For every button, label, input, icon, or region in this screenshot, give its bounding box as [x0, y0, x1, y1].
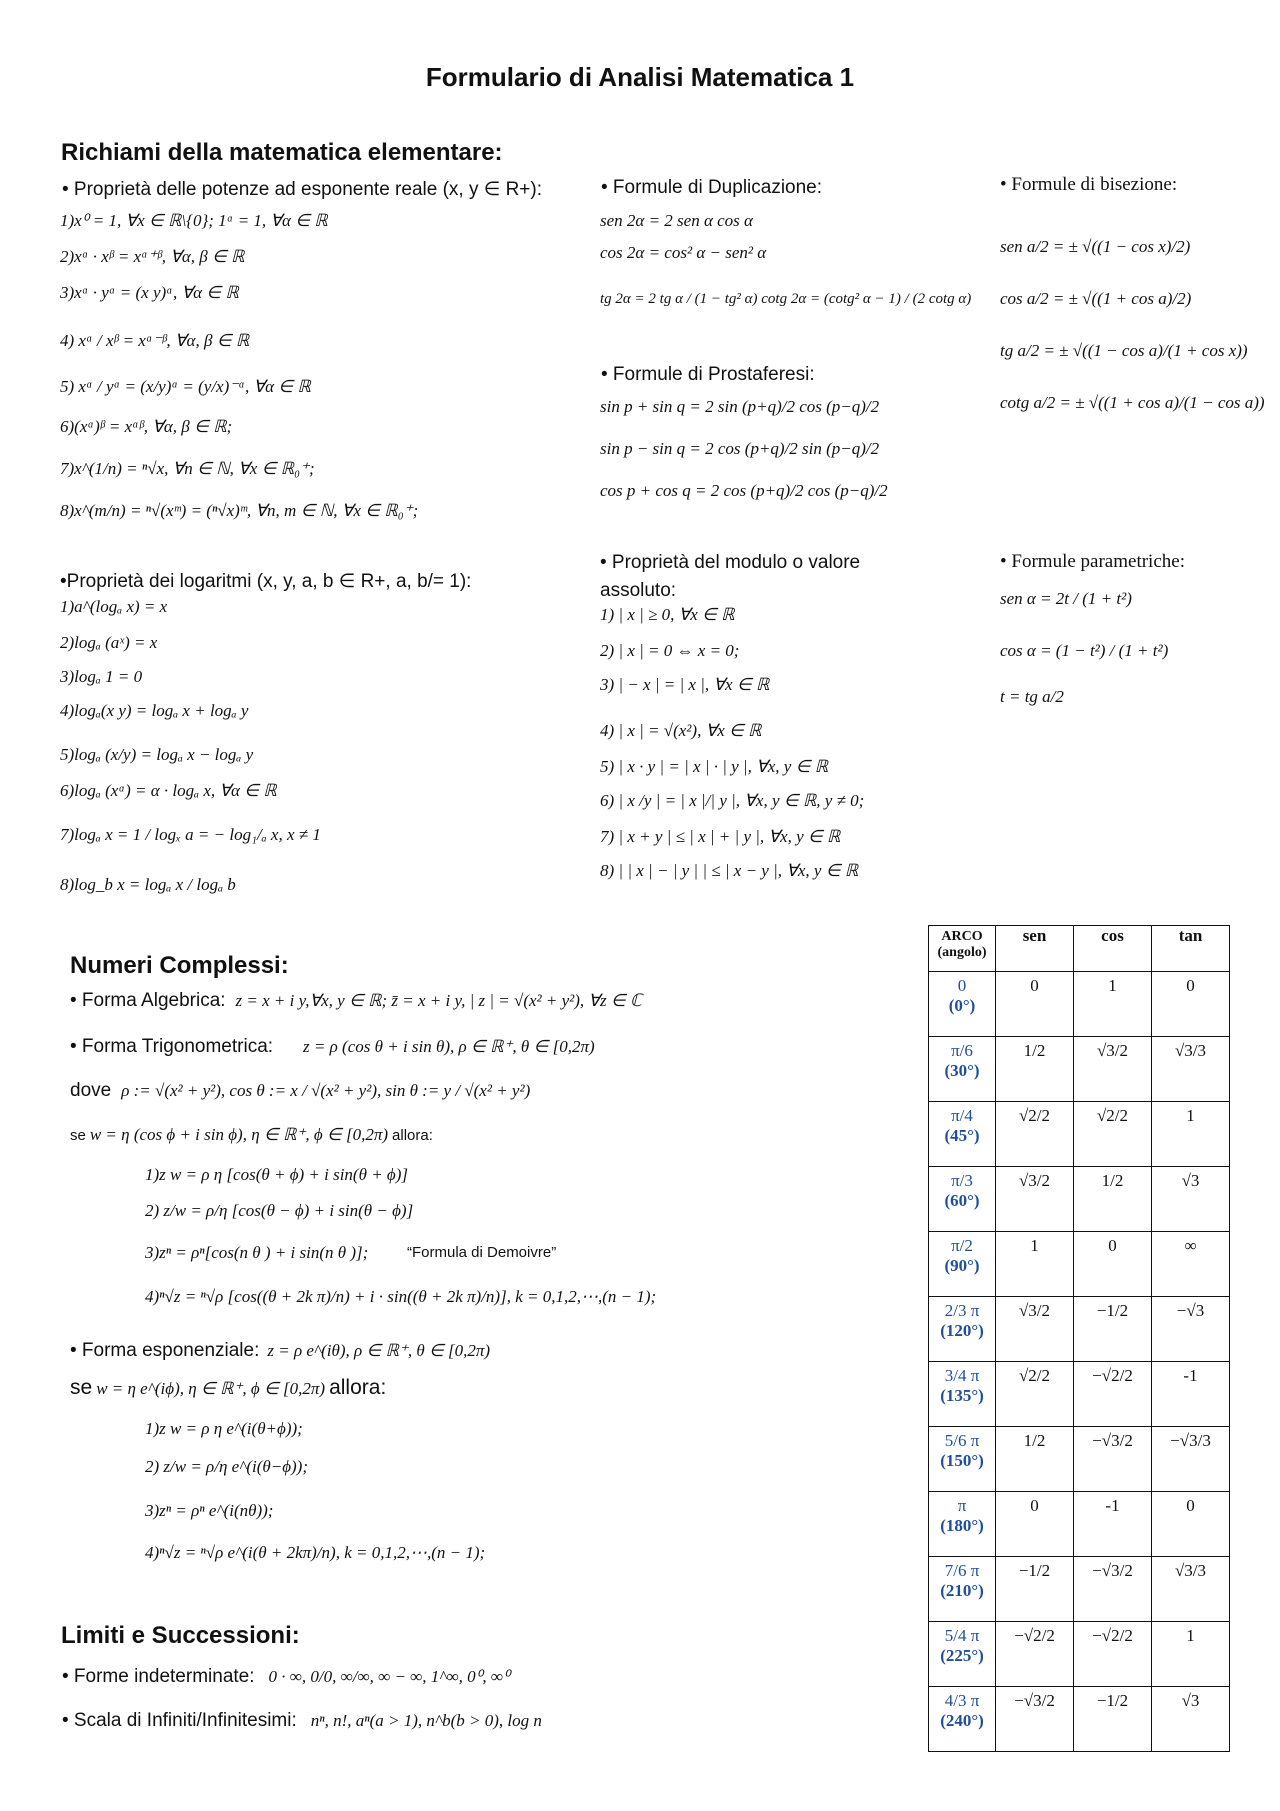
se-exp-row — [70, 1376, 386, 1400]
degree-value: (30°) — [944, 1061, 980, 1080]
table-row — [929, 1492, 1230, 1557]
cell-cos — [1074, 1427, 1152, 1492]
cell-cos — [1074, 1557, 1152, 1622]
cell-tan — [1152, 1362, 1230, 1427]
powers-bullet: • Proprietà delle potenze ad esponente reale (x, y ∈ R+): — [62, 179, 543, 200]
cell-arc — [929, 1687, 996, 1752]
degree-value: (210°) — [940, 1581, 984, 1600]
cell-sen — [996, 1102, 1074, 1167]
trig-operations — [145, 1166, 785, 1306]
cell-tan — [1152, 1102, 1230, 1167]
demoivre-note: “Formula di Demoivre” — [407, 1244, 557, 1261]
cos-value: 1 — [1108, 976, 1117, 995]
powers-line: 4) xᵅ / xᵝ = xᵅ⁻ᵝ, ∀α, β ∈ ℝ — [60, 331, 250, 350]
se-w-prefix: se — [70, 1127, 86, 1144]
exp-operations — [145, 1420, 785, 1570]
table-row — [929, 1297, 1230, 1362]
dove-formula: ρ := √(x² + y²), cos θ := x / √(x² + y²), sin θ := y / √(x² + y²) — [121, 1081, 531, 1100]
cell-cos — [1074, 972, 1152, 1037]
degree-value: (120°) — [940, 1321, 984, 1340]
page-title: Formulario di Analisi Matematica 1 — [425, 62, 855, 92]
cell-tan — [1152, 1037, 1230, 1102]
bisection-line: tg a/2 = ± √((1 − cos a)/(1 + cos x)) — [1000, 341, 1248, 360]
trig-form-row — [70, 1036, 595, 1058]
tan-value: √3 — [1181, 1691, 1200, 1710]
duplication-bullet: • Formule di Duplicazione: — [601, 177, 823, 198]
bisection-line: cotg a/2 = ± √((1 + cos a)/(1 − cos a)) — [1000, 393, 1265, 412]
tan-value: √3/3 — [1174, 1561, 1207, 1580]
cell-tan — [1152, 1622, 1230, 1687]
cell-tan — [1152, 1557, 1230, 1622]
prostaferesi-line: sin p + sin q = 2 sin (p+q)/2 cos (p−q)/2 — [600, 397, 880, 416]
cell-cos — [1074, 1037, 1152, 1102]
indeterminate-formula: 0 · ∞, 0/0, ∞/∞, ∞ − ∞, 1^∞, 0⁰, ∞⁰ — [268, 1667, 510, 1686]
trig-operation: 4)ⁿ√z = ⁿ√ρ [cos((θ + 2k π)/n) + i · sin((θ + 2k π)/n)], k = 0,1,2,⋯,(n − 1); — [145, 1287, 657, 1306]
tan-value: 1 — [1186, 1106, 1195, 1125]
table-row — [929, 1362, 1230, 1427]
sen-value: √3/2 — [1018, 1171, 1051, 1190]
trig-operation: 3)zⁿ = ρⁿ[cos(n θ ) + i sin(n θ )]; — [145, 1243, 369, 1262]
dove-label: dove — [70, 1080, 112, 1101]
sen-value: 1 — [1030, 1236, 1039, 1255]
table-row — [929, 1232, 1230, 1297]
sen-value: 1/2 — [1023, 1431, 1046, 1450]
cell-arc — [929, 1492, 996, 1557]
exp-operation: 2) z/w = ρ/η e^(i(θ−ϕ)); — [145, 1457, 308, 1476]
cos-value: 1/2 — [1101, 1171, 1124, 1190]
cell-tan — [1152, 1297, 1230, 1362]
cell-arc — [929, 1297, 996, 1362]
table-row — [929, 1557, 1230, 1622]
trig-form-label: • Forma Trigonometrica: — [70, 1036, 274, 1057]
powers-line: 2)xᵅ · xᵝ = xᵅ⁺ᵝ, ∀α, β ∈ ℝ — [60, 247, 245, 266]
algebraic-label: • Forma Algebrica: — [70, 990, 226, 1011]
modulus-line: 2) | x | = 0 ⇔ x = 0; — [600, 641, 740, 660]
sen-value: 0 — [1030, 976, 1039, 995]
se-exp-formula: w = η e^(iϕ), η ∈ ℝ⁺, ϕ ∈ [0,2π) — [96, 1379, 326, 1398]
cell-cos — [1074, 1297, 1152, 1362]
prostaferesi-line: sin p − sin q = 2 cos (p+q)/2 sin (p−q)/2 — [600, 439, 880, 458]
cos-value: −√2/2 — [1092, 1626, 1133, 1645]
cell-tan — [1152, 1687, 1230, 1752]
table-row — [929, 1622, 1230, 1687]
logs-bullet: •Proprietà dei logaritmi (x, y, a, b ∈ R+, a, b/= 1): — [60, 571, 472, 592]
header-cos: cos — [1074, 926, 1152, 972]
degree-value: (225°) — [940, 1646, 984, 1665]
header-arco-label: ARCO — [941, 929, 983, 944]
prostaferesi-bullet: • Formule di Prostaferesi: — [601, 364, 815, 385]
sen-value: −√2/2 — [1014, 1626, 1055, 1645]
cell-cos — [1074, 1167, 1152, 1232]
cell-sen — [996, 1037, 1074, 1102]
dove-row — [70, 1080, 530, 1102]
logs-line: 5)logₐ (x/y) = logₐ x − logₐ y — [60, 745, 254, 764]
section-heading-complex: Numeri Complessi: — [70, 952, 289, 979]
cell-cos — [1074, 1687, 1152, 1752]
sen-value: √2/2 — [1018, 1366, 1051, 1385]
cell-sen — [996, 1362, 1074, 1427]
tan-value: ∞ — [1184, 1236, 1197, 1255]
modulus-bullet: • Proprietà del modulo o valore assoluto: — [600, 552, 861, 601]
logs-line: 6)logₐ (xᵅ) = α · logₐ x, ∀α ∈ ℝ — [60, 781, 277, 800]
arc-value: 5/6 π — [944, 1431, 980, 1450]
cell-tan — [1152, 1167, 1230, 1232]
header-tan: tan — [1152, 926, 1230, 972]
cell-cos — [1074, 1622, 1152, 1687]
bisection-bullet: • Formule di bisezione: — [1000, 174, 1178, 195]
trig-form-formula: z = ρ (cos θ + i sin θ), ρ ∈ ℝ⁺, θ ∈ [0,2π) — [303, 1037, 595, 1056]
cos-value: −√3/2 — [1092, 1561, 1133, 1580]
allora2-label: allora: — [329, 1376, 387, 1399]
degree-value: (45°) — [944, 1126, 980, 1145]
logs-line: 1)a^(logₐ x) = x — [60, 597, 168, 616]
cell-tan — [1152, 1492, 1230, 1557]
arc-value: 7/6 π — [944, 1561, 980, 1580]
se-w-row — [70, 1126, 433, 1145]
parametric-line: t = tg a/2 — [1000, 687, 1064, 706]
degree-value: (90°) — [944, 1256, 980, 1275]
modulus-line: 3) | − x | = | x |, ∀x ∈ ℝ — [600, 675, 770, 694]
cell-tan — [1152, 972, 1230, 1037]
cell-sen — [996, 1167, 1074, 1232]
powers-line: 3)xᵅ · yᵅ = (x y)ᵅ, ∀α ∈ ℝ — [60, 283, 239, 302]
prostaferesi-line: cos p + cos q = 2 cos (p+q)/2 cos (p−q)/2 — [600, 481, 888, 500]
sen-value: √3/2 — [1018, 1301, 1051, 1320]
cell-sen — [996, 1557, 1074, 1622]
modulus-formulas — [600, 605, 980, 880]
se-exp-prefix: se — [70, 1376, 93, 1399]
degree-value: (180°) — [940, 1516, 984, 1535]
parametric-line: sen α = 2t / (1 + t²) — [1000, 589, 1132, 608]
modulus-line: 4) | x | = √(x²), ∀x ∈ ℝ — [600, 721, 762, 740]
scale-row — [62, 1710, 542, 1732]
tan-value: −√3 — [1176, 1301, 1205, 1320]
cell-arc — [929, 1557, 996, 1622]
arc-value: π — [957, 1496, 967, 1515]
tan-value: −√3/3 — [1170, 1431, 1211, 1450]
parametric-line: cos α = (1 − t²) / (1 + t²) — [1000, 641, 1169, 660]
modulus-line: 5) | x · y | = | x | · | y |, ∀x, y ∈ ℝ — [600, 757, 829, 776]
powers-line: 8)x^(m/n) = ⁿ√(xᵐ) = (ⁿ√x)ᵐ, ∀n, m ∈ ℕ, ∀x ∈ ℝ₀⁺; — [60, 501, 419, 520]
degree-value: (0°) — [948, 996, 976, 1015]
cell-sen — [996, 972, 1074, 1037]
sen-value: −√3/2 — [1014, 1691, 1055, 1710]
scale-formula: nⁿ, n!, aⁿ(a > 1), n^b(b > 0), log n — [310, 1711, 542, 1730]
cos-value: −1/2 — [1096, 1301, 1129, 1320]
section-heading-elementary: Richiami della matematica elementare: — [61, 139, 503, 166]
cell-sen — [996, 1687, 1074, 1752]
arc-value: π/3 — [951, 1171, 973, 1190]
indeterminate-label: • Forme indeterminate: — [62, 1666, 255, 1687]
tan-value: -1 — [1183, 1366, 1198, 1385]
modulus-line: 1) | x | ≥ 0, ∀x ∈ ℝ — [600, 605, 735, 624]
cos-value: −1/2 — [1096, 1691, 1129, 1710]
cell-sen — [996, 1492, 1074, 1557]
cell-tan — [1152, 1427, 1230, 1492]
header-sen: sen — [996, 926, 1074, 972]
bisection-formulas — [1000, 238, 1270, 428]
table-row — [929, 1167, 1230, 1232]
duplication-line: sen 2α = 2 sen α cos α — [600, 211, 753, 230]
se-w-formula: w = η (cos ϕ + i sin ϕ), η ∈ ℝ⁺, ϕ ∈ [0,2π) — [89, 1125, 389, 1144]
cell-cos — [1074, 1492, 1152, 1557]
cos-value: √2/2 — [1096, 1106, 1129, 1125]
cos-value: -1 — [1105, 1496, 1120, 1515]
cell-arc — [929, 1362, 996, 1427]
logs-line: 7)logₐ x = 1 / logₓ a = − log₁/ₐ x, x ≠ 1 — [60, 825, 321, 844]
algebraic-formula: z = x + i y,∀x, y ∈ ℝ; z̄ = x + i y, | z | = √(x² + y²), ∀z ∈ ℂ — [235, 991, 642, 1010]
allora-label: allora: — [392, 1127, 433, 1144]
indeterminate-row — [62, 1666, 510, 1688]
cell-arc — [929, 1232, 996, 1297]
duplication-formulas — [600, 212, 980, 322]
exp-operation: 4)ⁿ√z = ⁿ√ρ e^(i(θ + 2kπ)/n), k = 0,1,2,⋯,(n − 1); — [145, 1543, 486, 1562]
duplication-line: tg 2α = 2 tg α / (1 − tg² α) cotg 2α = (cotg² α − 1) / (2 cotg α) — [600, 291, 972, 307]
trig-operation: 2) z/w = ρ/η [cos(θ − ϕ) + i sin(θ − ϕ)] — [145, 1201, 414, 1220]
modulus-line: 8) | | x | − | y | | ≤ | x − y |, ∀x, y ∈ ℝ — [600, 861, 859, 880]
arc-value: π/6 — [951, 1041, 973, 1060]
cell-tan — [1152, 1232, 1230, 1297]
table-body — [929, 972, 1230, 1752]
cell-arc — [929, 1427, 996, 1492]
algebraic-row — [70, 990, 642, 1012]
degree-value: (240°) — [940, 1711, 984, 1730]
table-row — [929, 1427, 1230, 1492]
sen-value: √2/2 — [1018, 1106, 1051, 1125]
table-header-row — [929, 926, 1230, 972]
exp-form-formula: z = ρ e^(iθ), ρ ∈ ℝ⁺, θ ∈ [0,2π) — [267, 1341, 491, 1360]
cell-sen — [996, 1427, 1074, 1492]
cell-arc — [929, 1167, 996, 1232]
modulus-line: 7) | x + y | ≤ | x | + | y |, ∀x, y ∈ ℝ — [600, 827, 841, 846]
tan-value: √3 — [1181, 1171, 1200, 1190]
tan-value: 1 — [1186, 1626, 1195, 1645]
cell-arc — [929, 972, 996, 1037]
logs-line: 4)logₐ(x y) = logₐ x + logₐ y — [60, 701, 249, 720]
trig-operation: 1)z w = ρ η [cos(θ + ϕ) + i sin(θ + ϕ)] — [145, 1165, 408, 1184]
exp-form-label: • Forma esponenziale: — [70, 1340, 260, 1361]
powers-line: 1)x⁰ = 1, ∀x ∈ ℝ\{0}; 1ᵅ = 1, ∀α ∈ ℝ — [60, 211, 328, 230]
duplication-line: cos 2α = cos² α − sen² α — [600, 243, 767, 262]
cos-value: −√3/2 — [1092, 1431, 1133, 1450]
exp-form-row — [70, 1340, 490, 1362]
cell-arc — [929, 1622, 996, 1687]
degree-value: (60°) — [944, 1191, 980, 1210]
logs-line: 2)logₐ (aˣ) = x — [60, 633, 158, 652]
cell-cos — [1074, 1362, 1152, 1427]
section-heading-limits: Limiti e Successioni: — [61, 1622, 300, 1649]
logs-formulas — [60, 598, 560, 918]
degree-value: (135°) — [940, 1386, 984, 1405]
sen-value: 0 — [1030, 1496, 1039, 1515]
arc-value: π/4 — [951, 1106, 973, 1125]
degree-value: (150°) — [940, 1451, 984, 1470]
bisection-line: sen a/2 = ± √((1 − cos x)/2) — [1000, 237, 1191, 256]
powers-formulas — [60, 212, 580, 532]
powers-line: 5) xᵅ / yᵅ = (x/y)ᵅ = (y/x)⁻ᵅ, ∀α ∈ ℝ — [60, 377, 311, 396]
cell-sen — [996, 1232, 1074, 1297]
tan-value: 0 — [1186, 976, 1195, 995]
table-row — [929, 972, 1230, 1037]
powers-line: 6)(xᵅ)ᵝ = xᵅᵝ, ∀α, β ∈ ℝ; — [60, 417, 233, 436]
trig-values-table — [928, 925, 1230, 1752]
powers-line: 7)x^(1/n) = ⁿ√x, ∀n ∈ ℕ, ∀x ∈ ℝ₀⁺; — [60, 459, 315, 478]
cell-arc — [929, 1037, 996, 1102]
header-angolo-label: (angolo) — [937, 945, 987, 960]
arc-value: 3/4 π — [944, 1366, 980, 1385]
exp-operation: 3)zⁿ = ρⁿ e^(i(nθ)); — [145, 1501, 274, 1520]
table-row — [929, 1102, 1230, 1167]
cos-value: 0 — [1108, 1236, 1117, 1255]
cell-cos — [1074, 1232, 1152, 1297]
tan-value: √3/3 — [1174, 1041, 1207, 1060]
arc-value: π/2 — [951, 1236, 973, 1255]
bisection-line: cos a/2 = ± √((1 + cos a)/2) — [1000, 289, 1192, 308]
arc-value: 5/4 π — [944, 1626, 980, 1645]
exp-operation: 1)z w = ρ η e^(i(θ+ϕ)); — [145, 1419, 303, 1438]
cell-cos — [1074, 1102, 1152, 1167]
cos-value: √3/2 — [1096, 1041, 1129, 1060]
modulus-line: 6) | x /y | = | x |/| y |, ∀x, y ∈ ℝ, y ≠ 0; — [600, 791, 865, 810]
sen-value: 1/2 — [1023, 1041, 1046, 1060]
arc-value: 2/3 π — [944, 1301, 980, 1320]
prostaferesi-formulas — [600, 398, 980, 508]
parametric-bullet: • Formule parametriche: — [1000, 551, 1185, 572]
cos-value: −√2/2 — [1092, 1366, 1133, 1385]
logs-line: 3)logₐ 1 = 0 — [60, 667, 143, 686]
scale-label: • Scala di Infiniti/Infinitesimi: — [62, 1710, 297, 1731]
cell-arc — [929, 1102, 996, 1167]
tan-value: 0 — [1186, 1496, 1195, 1515]
header-arco — [929, 926, 996, 972]
arc-value: 4/3 π — [944, 1691, 980, 1710]
parametric-formulas — [1000, 590, 1270, 720]
table-row — [929, 1687, 1230, 1752]
cell-sen — [996, 1297, 1074, 1362]
sen-value: −1/2 — [1018, 1561, 1051, 1580]
table-row — [929, 1037, 1230, 1102]
logs-line: 8)log_b x = logₐ x / logₐ b — [60, 875, 236, 894]
arc-value: 0 — [957, 976, 967, 995]
cell-sen — [996, 1622, 1074, 1687]
